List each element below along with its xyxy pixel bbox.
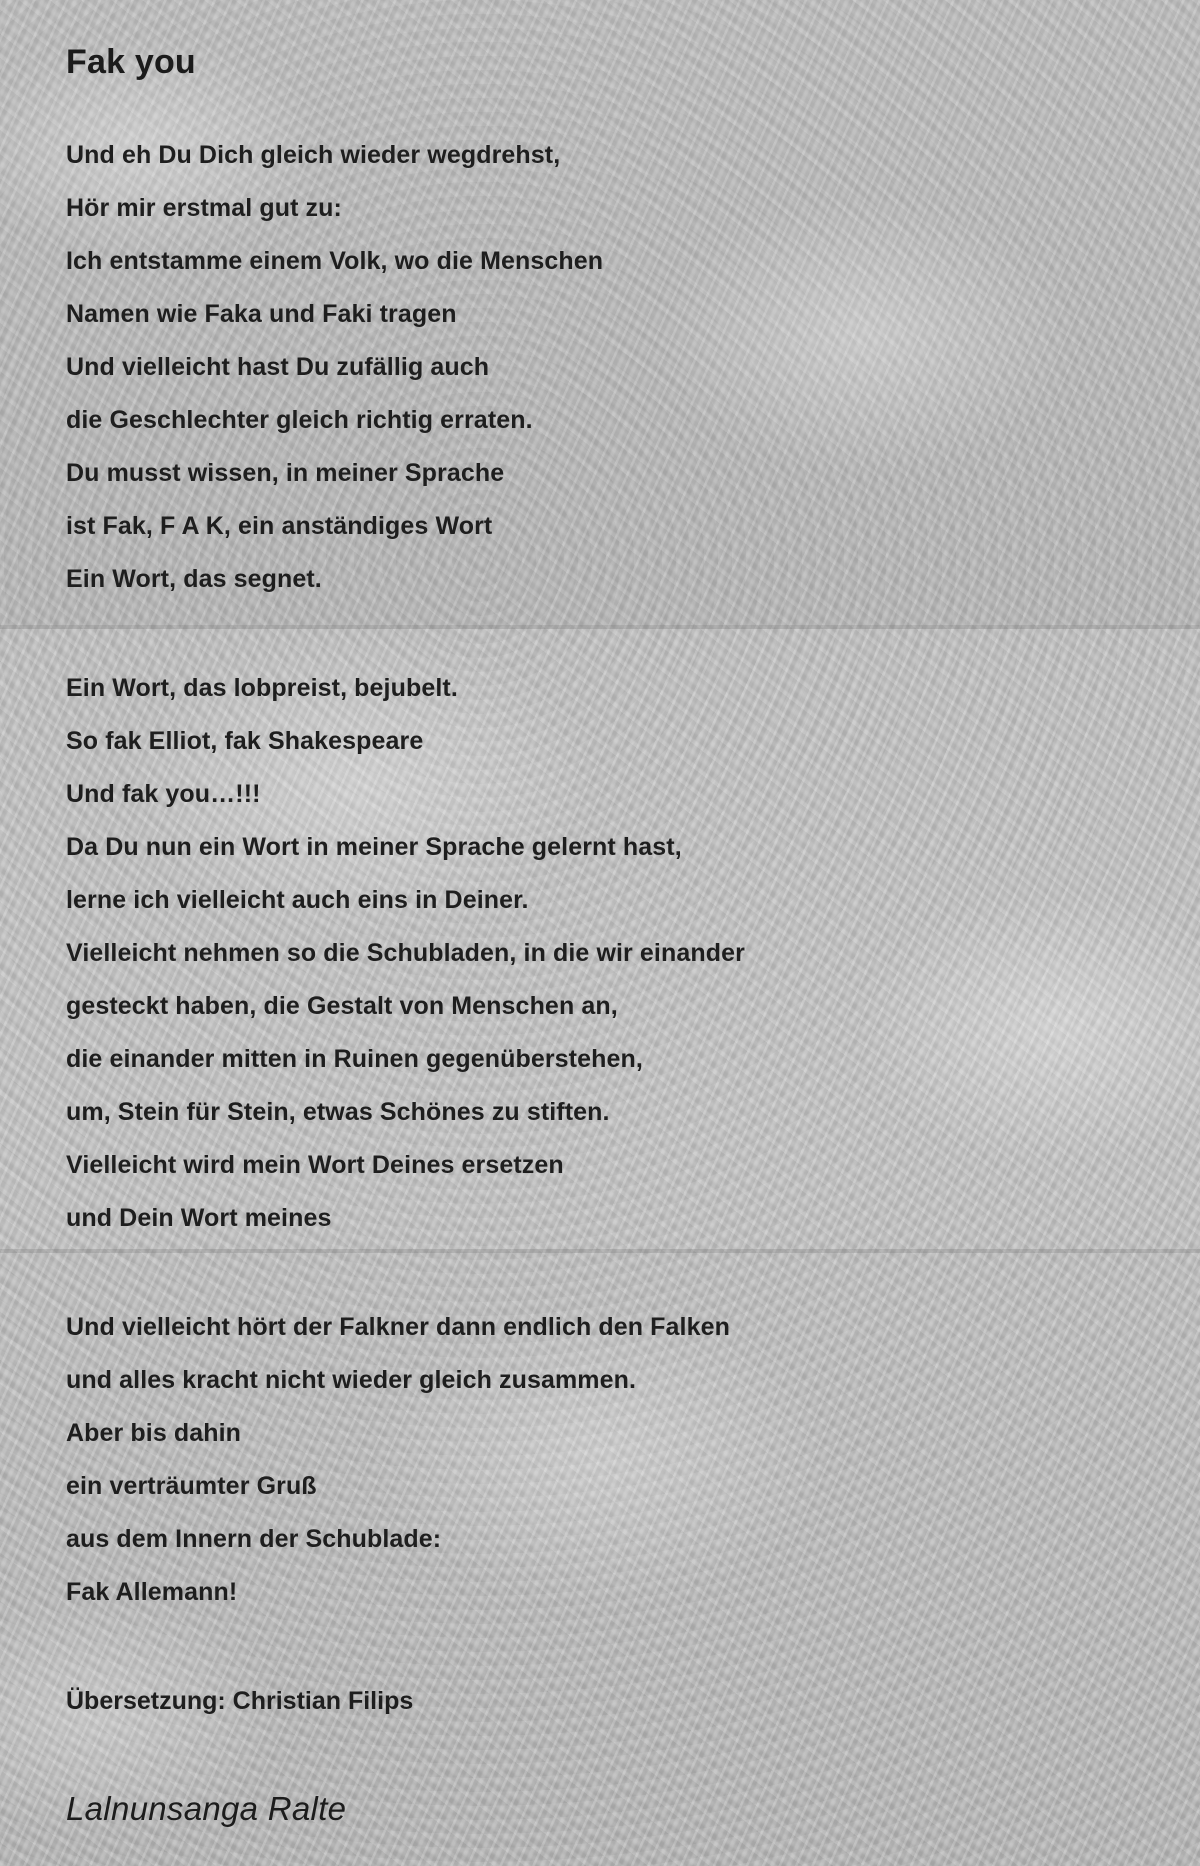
poem-line: Und eh Du Dich gleich wieder wegdrehst, <box>66 141 561 170</box>
poem-line: um, Stein für Stein, etwas Schönes zu stiften. <box>66 1098 610 1127</box>
translator-credit: Übersetzung: Christian Filips <box>66 1687 414 1716</box>
poem-line: Du musst wissen, in meiner Sprache <box>66 459 505 488</box>
poem-line: und alles kracht nicht wieder gleich zusammen. <box>66 1366 637 1395</box>
stanza-2 <box>66 662 1140 1245</box>
poem-line: Namen wie Faka und Faki tragen <box>66 300 457 329</box>
poem-line: Und vielleicht hört der Falkner dann endlich den Falken <box>66 1313 730 1342</box>
poem-line: und Dein Wort meines <box>66 1204 332 1233</box>
poem-line: Ein Wort, das lobpreist, bejubelt. <box>66 674 458 703</box>
poem-line: Ich entstamme einem Volk, wo die Menschen <box>66 247 604 276</box>
poem-line: Vielleicht nehmen so die Schubladen, in die wir einander <box>66 939 745 968</box>
poem-line: Ein Wort, das segnet. <box>66 565 322 594</box>
poem-line: Und vielleicht hast Du zufällig auch <box>66 353 490 382</box>
stanza-3 <box>66 1301 1140 1619</box>
poem-line: Hör mir erstmal gut zu: <box>66 194 342 223</box>
poem-line: Vielleicht wird mein Wort Deines ersetzen <box>66 1151 564 1180</box>
poem-line: Da Du nun ein Wort in meiner Sprache gelernt hast, <box>66 833 682 862</box>
poem-line: Aber bis dahin <box>66 1419 242 1448</box>
author-name: Lalnunsanga Ralte <box>66 1790 347 1828</box>
poem-line: ist Fak, F A K, ein anständiges Wort <box>66 512 493 541</box>
poem-line: gesteckt haben, die Gestalt von Menschen an, <box>66 992 618 1021</box>
poem-line: So fak Elliot, fak Shakespeare <box>66 727 424 756</box>
poem-line: aus dem Innern der Schublade: <box>66 1525 442 1554</box>
page-title: Fak you <box>66 43 196 81</box>
poem-line: lerne ich vielleicht auch eins in Deiner. <box>66 886 529 915</box>
poem-line: ein verträumter Gruß <box>66 1472 317 1501</box>
poem-line: die einander mitten in Ruinen gegenüberstehen, <box>66 1045 643 1074</box>
poem-line: Fak Allemann! <box>66 1578 238 1607</box>
poem-line: Und fak you…!!! <box>66 780 261 809</box>
poem-line: die Geschlechter gleich richtig erraten. <box>66 406 533 435</box>
stanza-1 <box>66 129 1140 606</box>
